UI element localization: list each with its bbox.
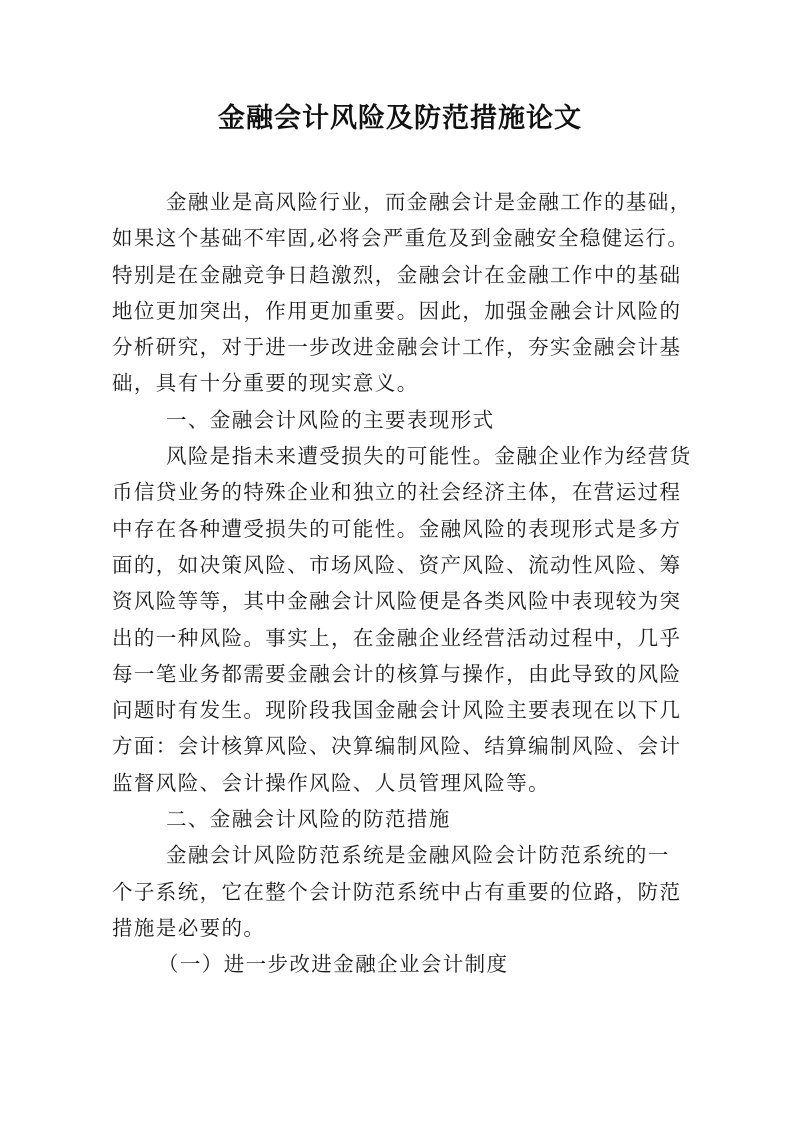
- paragraph-measures-line: 个子系统，它在整个会计防范系统中占有重要的位路，防范: [112, 879, 682, 904]
- paragraph-risk-line: 监督风险、会计操作风险、人员管理风险等。: [112, 770, 550, 795]
- document-body: [112, 184, 696, 983]
- paragraph-intro-line: 金融业是高风险行业，而金融会计是金融工作的基础，: [166, 190, 692, 214]
- paragraph-intro-line: 特别是在金融竞争日趋激烈，金融会计在金融工作中的基础: [112, 262, 682, 287]
- paragraph-intro-line: 如果这个基础不牢固,必将会严重危及到金融安全稳健运行。: [112, 226, 690, 251]
- paragraph-intro-line: 础，具有十分重要的现实意义。: [112, 371, 419, 396]
- paragraph-risk-line: 中存在各种遭受损失的可能性。金融风险的表现形式是多方: [112, 516, 682, 541]
- paragraph-intro-line: 地位更加突出，作用更加重要。因此，加强金融会计风险的: [112, 298, 682, 323]
- subsection-heading-1: （一）进一步改进金融企业会计制度: [158, 952, 509, 977]
- paragraph-risk-line: 面的，如决策风险、市场风险、资产风险、流动性风险、筹: [112, 552, 682, 577]
- paragraph-risk-line: 问题时有发生。现阶段我国金融会计风险主要表现在以下几: [112, 698, 682, 723]
- paragraph-risk-line: 每一笔业务都需要金融会计的核算与操作，由此导致的风险: [112, 661, 682, 686]
- paragraph-risk-line: 风险是指未来遭受损失的可能性。金融企业作为经营货: [166, 444, 692, 469]
- paragraph-risk-line: 币信贷业务的特殊企业和独立的社会经济主体，在营运过程: [112, 480, 682, 505]
- section-heading-2: 二、金融会计风险的防范措施: [166, 807, 451, 832]
- paragraph-risk-line: 出的一种风险。事实上，在金融企业经营活动过程中，几乎: [112, 625, 682, 650]
- paragraph-intro-line: 分析研究，对于进一步改进金融会计工作，夯实金融会计基: [112, 335, 682, 360]
- document-title: 金融会计风险及防范措施论文: [218, 103, 582, 134]
- paragraph-measures-line: 金融会计风险防范系统是金融风险会计防范系统的一: [166, 843, 670, 868]
- paragraph-measures-line: 措施是必要的。: [112, 915, 266, 940]
- section-heading-1: 一、金融会计风险的主要表现形式: [166, 407, 495, 432]
- paragraph-risk-line: 资风险等等，其中金融会计风险便是各类风险中表现较为突: [112, 589, 682, 614]
- paragraph-risk-line: 方面：会计核算风险、决算编制风险、结算编制风险、会计: [112, 734, 682, 759]
